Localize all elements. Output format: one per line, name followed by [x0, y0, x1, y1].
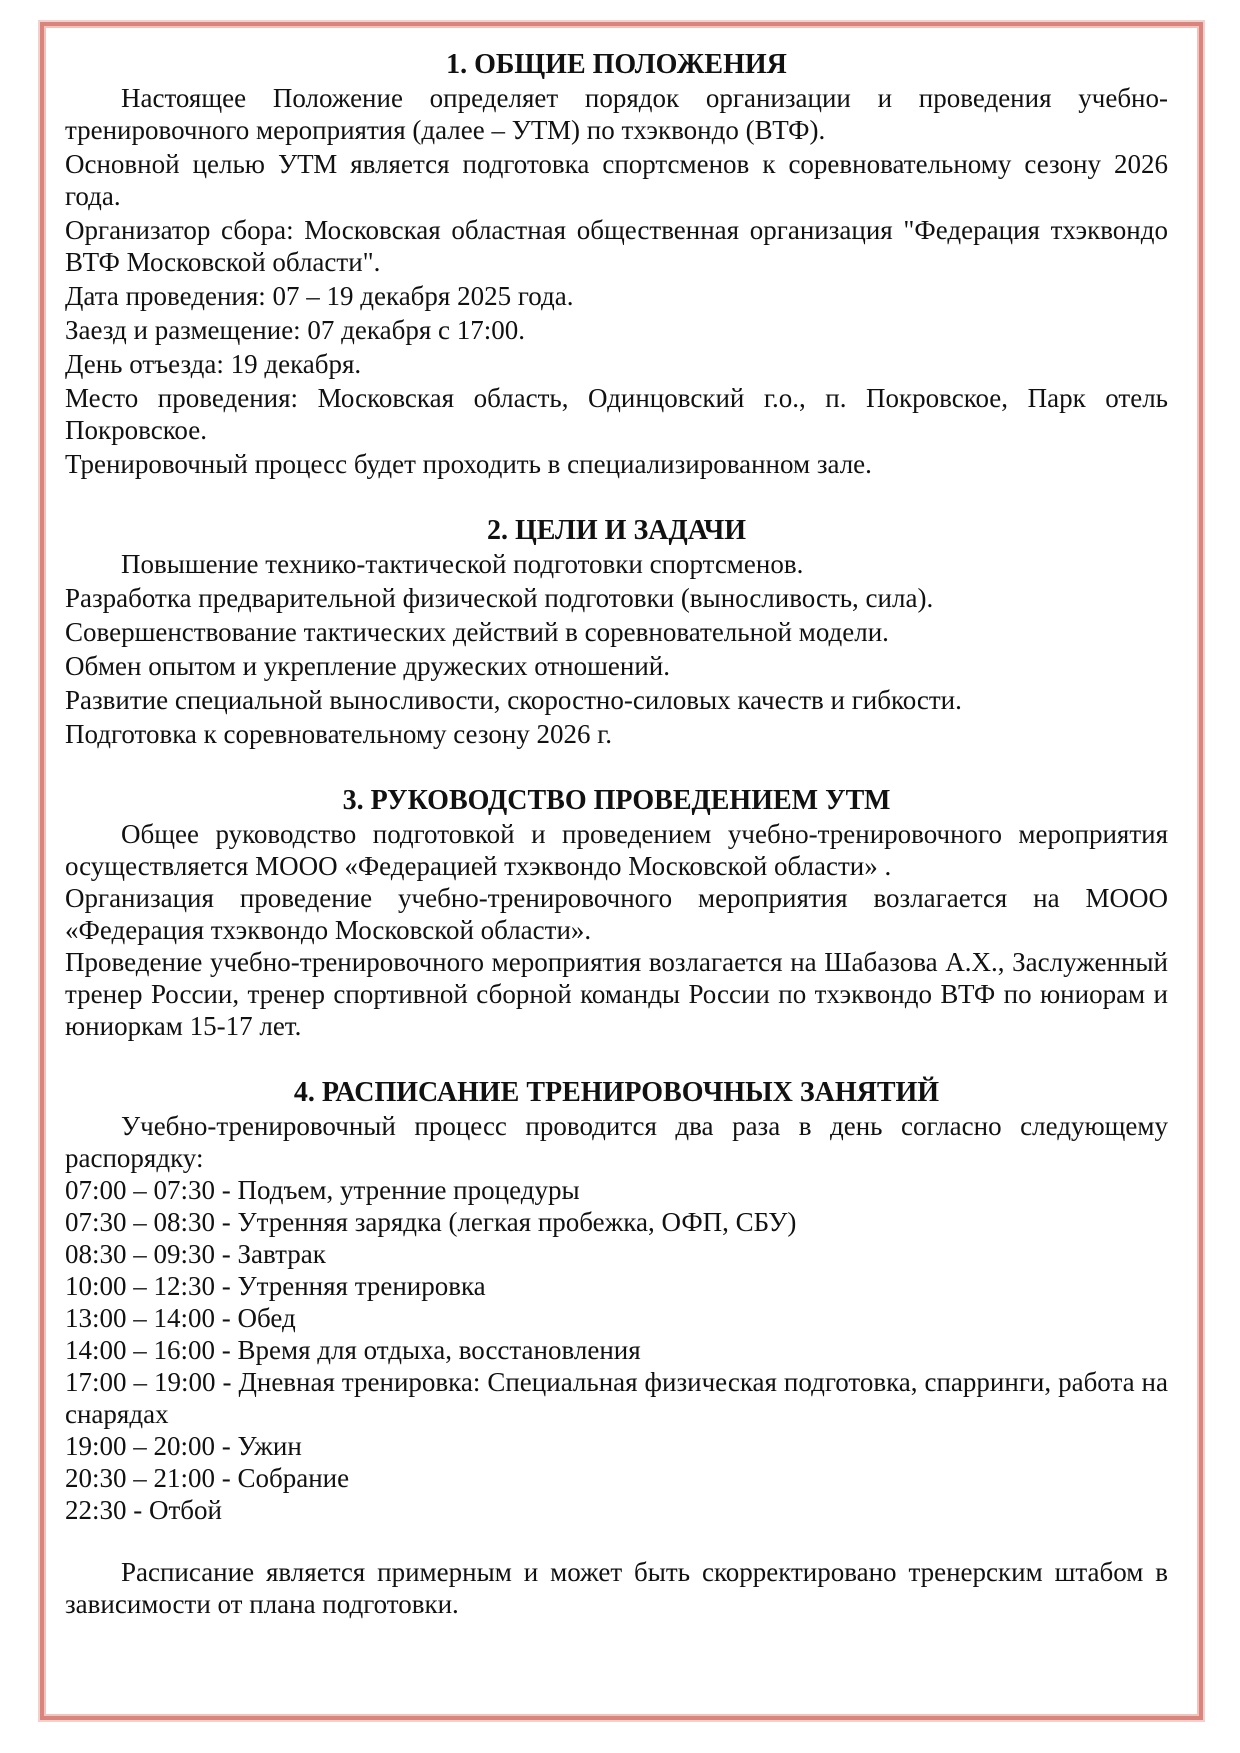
schedule-item: 14:00 – 16:00 - Время для отдыха, восстановления [65, 1335, 641, 1365]
paragraph: Обмен опытом и укрепление дружеских отношений. [65, 651, 670, 681]
paragraph: Повышение технико-тактической подготовки спортсменов. [121, 549, 804, 579]
schedule-item: 17:00 – 19:00 - Дневная тренировка: Специальная физическая подготовка, спарринги, работа на снарядах [65, 1367, 1168, 1429]
paragraph: Организация проведение учебно-тренировочного мероприятия возлагается на МООО «Федерация тхэквондо Московской области». [65, 883, 1168, 945]
paragraph: Настоящее Положение определяет порядок организации и проведения учебно-тренировочного мероприятия (далее – УТМ) по тхэквондо (ВТФ). [65, 83, 1168, 145]
schedule-item: 10:00 – 12:30 - Утренняя тренировка [65, 1271, 486, 1301]
schedule-item: 19:00 – 20:00 - Ужин [65, 1431, 302, 1461]
schedule-item: 07:00 – 07:30 - Подъем, утренние процедуры [65, 1175, 580, 1205]
schedule-item: 07:30 – 08:30 - Утренняя зарядка (легкая пробежка, ОФП, СБУ) [65, 1207, 797, 1237]
schedule-item: 13:00 – 14:00 - Обед [65, 1303, 296, 1333]
paragraph: Разработка предварительной физической подготовки (выносливость, сила). [65, 583, 934, 613]
paragraph: Развитие специальной выносливости, скоростно-силовых качеств и гибкости. [65, 685, 962, 715]
paragraph: Подготовка к соревновательному сезону 2026 г. [65, 719, 613, 749]
paragraph: Основной целью УТМ является подготовка спортсменов к соревновательному сезону 2026 года. [65, 149, 1168, 211]
section-title: 2. ЦЕЛИ И ЗАДАЧИ [486, 515, 747, 546]
schedule-item: 22:30 - Отбой [65, 1495, 222, 1525]
section-title: 1. ОБЩИЕ ПОЛОЖЕНИЯ [446, 49, 787, 80]
document-body [65, 48, 1168, 1620]
section-management [65, 784, 1168, 1042]
paragraph: Проведение учебно-тренировочного мероприятия возлагается на Шабазова А.Х., Заслуженный тренер России, тренер спортивной сборной команды России по тхэквондо ВТФ по юниорам и юниоркам 15-17 лет. [65, 947, 1168, 1041]
section-schedule [65, 1076, 1168, 1620]
paragraph: Заезд и размещение: 07 декабря с 17:00. [65, 315, 525, 345]
paragraph: Место проведения: Московская область, Одинцовский г.о., п. Покровское, Парк отель Покровское. [65, 383, 1168, 445]
paragraph: Совершенствование тактических действий в соревновательной модели. [65, 617, 889, 647]
paragraph: Общее руководство подготовкой и проведением учебно-тренировочного мероприятия осуществляется МООО «Федерацией тхэквондо Московской области» . [65, 819, 1168, 881]
section-goals-and-tasks [65, 514, 1168, 750]
schedule-closing-note: Расписание является примерным и может быть скорректировано тренерским штабом в зависимости от плана подготовки. [65, 1557, 1168, 1619]
schedule-item: 20:30 – 21:00 - Собрание [65, 1463, 350, 1493]
schedule-list [65, 1174, 1168, 1526]
schedule-item: 08:30 – 09:30 - Завтрак [65, 1239, 326, 1269]
section-general-provisions [65, 48, 1168, 480]
paragraph: Тренировочный процесс будет проходить в специализированном зале. [65, 449, 872, 479]
section-title: 4. РАСПИСАНИЕ ТРЕНИРОВОЧНЫХ ЗАНЯТИЙ [293, 1077, 940, 1108]
paragraph: День отъезда: 19 декабря. [65, 349, 362, 379]
schedule-intro: Учебно-тренировочный процесс проводится два раза в день согласно следующему распорядку: [65, 1111, 1168, 1173]
paragraph: Организатор сбора: Московская областная общественная организация "Федерация тхэквондо ВТФ Московской области". [65, 215, 1168, 277]
paragraph: Дата проведения: 07 – 19 декабря 2025 года. [65, 281, 574, 311]
section-title: 3. РУКОВОДСТВО ПРОВЕДЕНИЕМ УТМ [342, 785, 891, 816]
